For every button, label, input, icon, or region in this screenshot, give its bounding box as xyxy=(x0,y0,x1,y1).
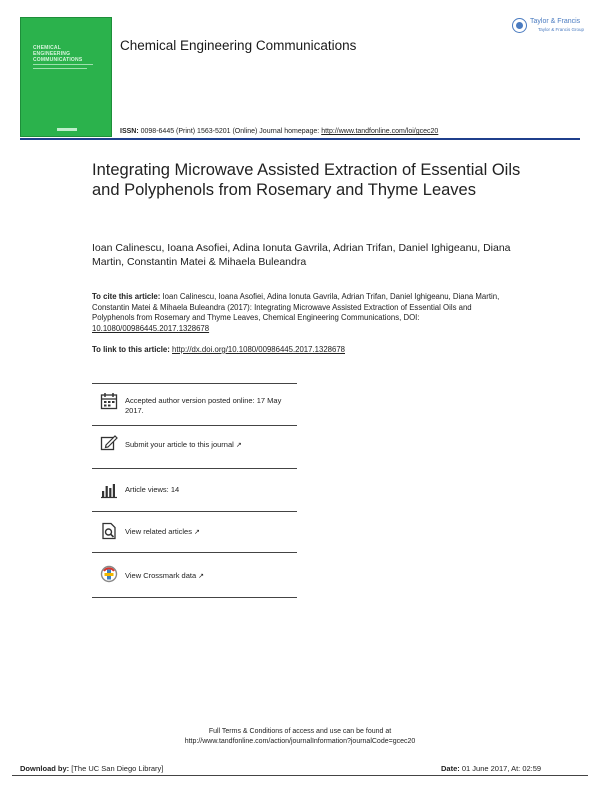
article-authors: Ioan Calinescu, Ioana Asofiei, Adina Ionuta Gavrila, Adrian Trifan, Daniel Ighigeanu, Diana Martin, Constantin Matei & Mihaela Buleandra xyxy=(92,242,511,268)
terms-footer xyxy=(0,727,600,747)
calendar-icon xyxy=(100,392,118,410)
accepted-row xyxy=(92,384,297,426)
crossmark-link[interactable] xyxy=(125,571,204,582)
download-date xyxy=(441,764,541,773)
publisher-name: Taylor & Francis xyxy=(530,18,581,25)
citation-text: Ioan Calinescu, Ioana Asofiei, Adina Ionuta Gavrila, Adrian Trifan, Daniel Ighigeanu, Diana Martin, Constantin Matei & Mihaela Buleandra (2017): Integrating Microwave Assisted Extraction of Essential Oils and Polyphenols from Rosemary and Thyme Leaves, Chemical Engineering Communications, DOI: xyxy=(92,292,500,322)
submit-row[interactable] xyxy=(92,426,297,469)
article-title: Integrating Microwave Assisted Extraction of Essential Oils and Polyphenols from Rosemary and Thyme Leaves xyxy=(92,161,521,199)
issn-line xyxy=(120,128,438,135)
footer-divider xyxy=(12,775,588,776)
article-link-label: To link to this article: xyxy=(92,345,170,354)
terms-url[interactable]: http://www.tandfonline.com/action/journalInformation?journalCode=gcec20 xyxy=(184,738,416,745)
citation-block xyxy=(92,292,512,334)
crossmark-row[interactable] xyxy=(92,553,297,598)
article-link-line xyxy=(92,345,345,354)
cover-publisher-mark xyxy=(57,128,77,131)
cover-title: CHEMICAL ENGINEERING COMMUNICATIONS xyxy=(33,45,83,63)
cover-divider xyxy=(33,68,87,69)
publisher-group: Taylor & Francis Group xyxy=(538,27,585,32)
external-link-icon: ↗ xyxy=(198,573,205,580)
download-label: Download by: xyxy=(20,764,70,773)
document-search-icon xyxy=(100,522,118,540)
issn-value: 0098-6445 (Print) 1563-5201 (Online) Journal homepage: xyxy=(140,128,320,135)
bar-chart-icon xyxy=(100,481,118,499)
external-link-icon: ↗ xyxy=(193,529,200,536)
download-info xyxy=(20,764,163,773)
views-row xyxy=(92,469,297,512)
cover-divider xyxy=(33,64,93,65)
accepted-text: Accepted author version posted online: 17 May 2017. xyxy=(125,396,282,415)
journal-title[interactable]: Chemical Engineering Communications xyxy=(120,38,357,53)
related-articles-label: View related articles xyxy=(125,527,192,536)
citation-label: To cite this article: xyxy=(92,292,161,301)
submit-article-label: Submit your article to this journal xyxy=(125,440,234,449)
header-divider xyxy=(20,138,580,140)
publisher-logo-icon xyxy=(512,18,527,33)
article-views: Article views: 14 xyxy=(125,485,180,494)
article-doi-url[interactable]: http://dx.doi.org/10.1080/00986445.2017.1328678 xyxy=(172,345,345,354)
edit-icon xyxy=(100,434,118,452)
submit-article-link[interactable] xyxy=(125,440,242,451)
terms-line: Full Terms & Conditions of access and use can be found at xyxy=(208,728,392,735)
crossmark-label: View Crossmark data xyxy=(125,571,197,580)
external-link-icon: ↗ xyxy=(235,442,242,449)
publisher-logo[interactable] xyxy=(512,18,584,38)
crossmark-icon xyxy=(100,565,118,583)
article-info-panel xyxy=(92,383,297,598)
date-label: Date: xyxy=(441,764,460,773)
related-row[interactable] xyxy=(92,512,297,553)
date-value: 01 June 2017, At: 02:59 xyxy=(461,764,542,773)
issn-label: ISSN: xyxy=(120,128,139,135)
journal-cover xyxy=(20,17,112,137)
related-articles-link[interactable] xyxy=(125,527,200,538)
download-value: [The UC San Diego Library] xyxy=(71,764,164,773)
journal-homepage-link[interactable]: http://www.tandfonline.com/loi/gcec20 xyxy=(321,128,439,135)
citation-doi-link[interactable]: 10.1080/00986445.2017.1328678 xyxy=(92,323,210,333)
